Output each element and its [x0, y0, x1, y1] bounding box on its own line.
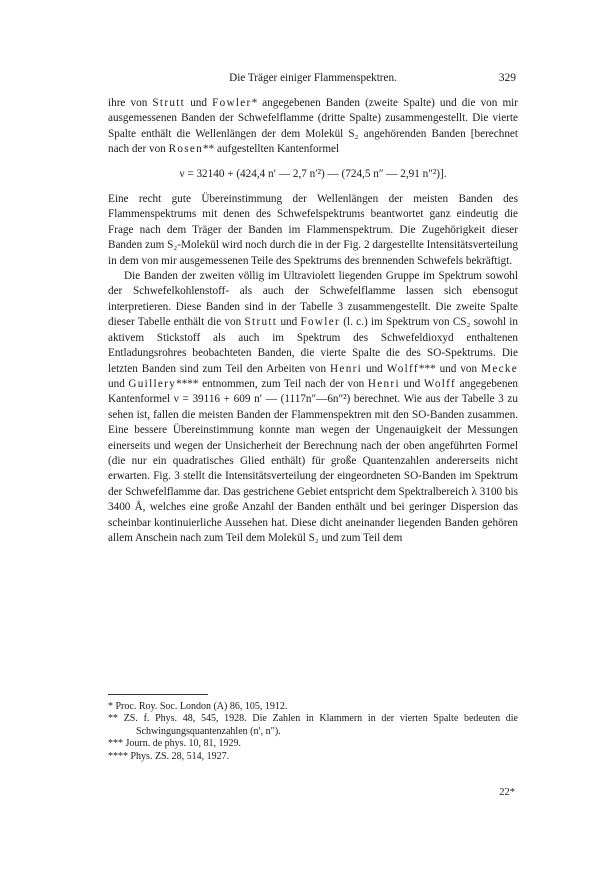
running-title: Die Träger einiger Flammenspektren.: [229, 72, 397, 84]
author-name: Fowler: [212, 97, 252, 109]
footnote-3: *** Journ. de phys. 10, 81, 1929.: [108, 738, 242, 750]
author-name: Guillery: [128, 377, 177, 390]
page-number: 329: [498, 72, 516, 84]
formula: ν = 32140 + (424,4 n′ — 2,7 n′²) — (724,5 n″ — 2,91 n″²)].: [179, 167, 447, 180]
author-name: Strutt: [152, 97, 186, 109]
footnote-divider: [108, 694, 208, 695]
author-name: Fowler: [300, 316, 341, 329]
running-header: [108, 72, 518, 88]
footnote-1: * Proc. Roy. Soc. London (A) 86, 105, 1912.: [108, 701, 288, 712]
paragraph-3: Die Banden der zweiten völlig im Ultraviolett liegenden Gruppe im Spektrum sowohl der Schwefelkohlenstoff- als auch der Schwefelflamme lassen sich ebensogut interpretieren. Diese Banden sind in der Tabelle 3 zusammengestellt. Die zweite Spalte dieser Tabelle enthält die von Strutt und Fowler (l. c.) im Spektrum von CS₂ sowohl in aktivem Stickstoff als auch im Spektrum des Schwefeldioxyd enthaltenen Entladungsrohres beobachteten Banden, die vierte Spalte die des SO-Spektrums. Die letzten Banden sind zum Teil den Arbeiten von Henri und Wolff*** und von Mecke und Guillery**** entnommen, zum Teil nach der von Henri und Wolff angegebenen Kantenformel ν = 39116 + 609 n′ — (1117n″—6n″²) berechnet. Wie aus der Tabelle 3 zu sehen ist, fallen die meisten Banden der Flammenspektren mit den SO-Banden zusammen. Eine bessere Übereinstimmung konnte man wegen der Ungenauigkeit der Messungen einerseits und wegen der Unsicherheit der Berechnung nach der oben angeführten Formel (die nur ein quadratisches Glied enthält) für große Quantenzahlen andererseits nicht erwarten. Fig. 3 stellt die Intensitätsverteilung der eingeordneten SO-Banden im Spektrum der Schwefelflamme dar. Das gestrichene Gebiet entspricht dem Spektralbereich λ 3100 bis 3400 Å, welches eine große Anzahl der Banden enthält und bei geringer Dispersion das scheinbar kontinuierliche Aussehen hat. Diese dicht aneinander liegenden Banden gehören allem Anschein nach zum Teil dem Molekül S₂ und zum Teil dem: [108, 270, 519, 544]
footnotes: [108, 701, 518, 763]
footnote-4: **** Phys. ZS. 28, 514, 1927.: [108, 750, 230, 762]
footnote-2: ** ZS. f. Phys. 48, 545, 1928. Die Zahlen in Klammern in der vierten Spalte bedeuten die Schwingungsquantenzahlen (n′, n″).: [108, 713, 518, 737]
author-name: Mecke: [481, 362, 519, 375]
author-name: Henri: [330, 362, 363, 375]
author-name: Strutt: [244, 316, 278, 329]
paragraph-2: Eine recht gute Übereinstimmung der Wellenlängen der meisten Banden des Flammenspektrums mit denen des Schwefelspektrums beantwortet ganz eindeutig die Frage nach dem Träger der Banden im Flammenspektrum. Die Zugehörigkeit dieser Banden zum S₂-Molekül wird noch durch die in der Fig. 2 dargestellte Intensitätsverteilung in dem von mir ausgemessenen Teile des Spektrums des brennenden Schwefels bekräftigt.: [108, 193, 518, 267]
author-name: Wolff: [423, 377, 457, 390]
author-name: Rosen: [168, 143, 204, 156]
signature-mark: 22*: [499, 787, 515, 798]
author-name: Wolff: [386, 362, 419, 375]
paragraph-1: ihre von Strutt und Fowler* angegebenen Banden (zweite Spalte) und die von mir ausgemessenen Banden der Schwefelflamme (dritte Spalte) zusammengestellt. Die vierte Spalte enthält die Wellenlängen der dem Molekül S₂ angehörenden Banden [berechnet nach der von Rosen** aufgestellten Kantenformel: [108, 97, 519, 156]
author-name: Henri: [367, 377, 400, 390]
body-text: [108, 96, 518, 546]
